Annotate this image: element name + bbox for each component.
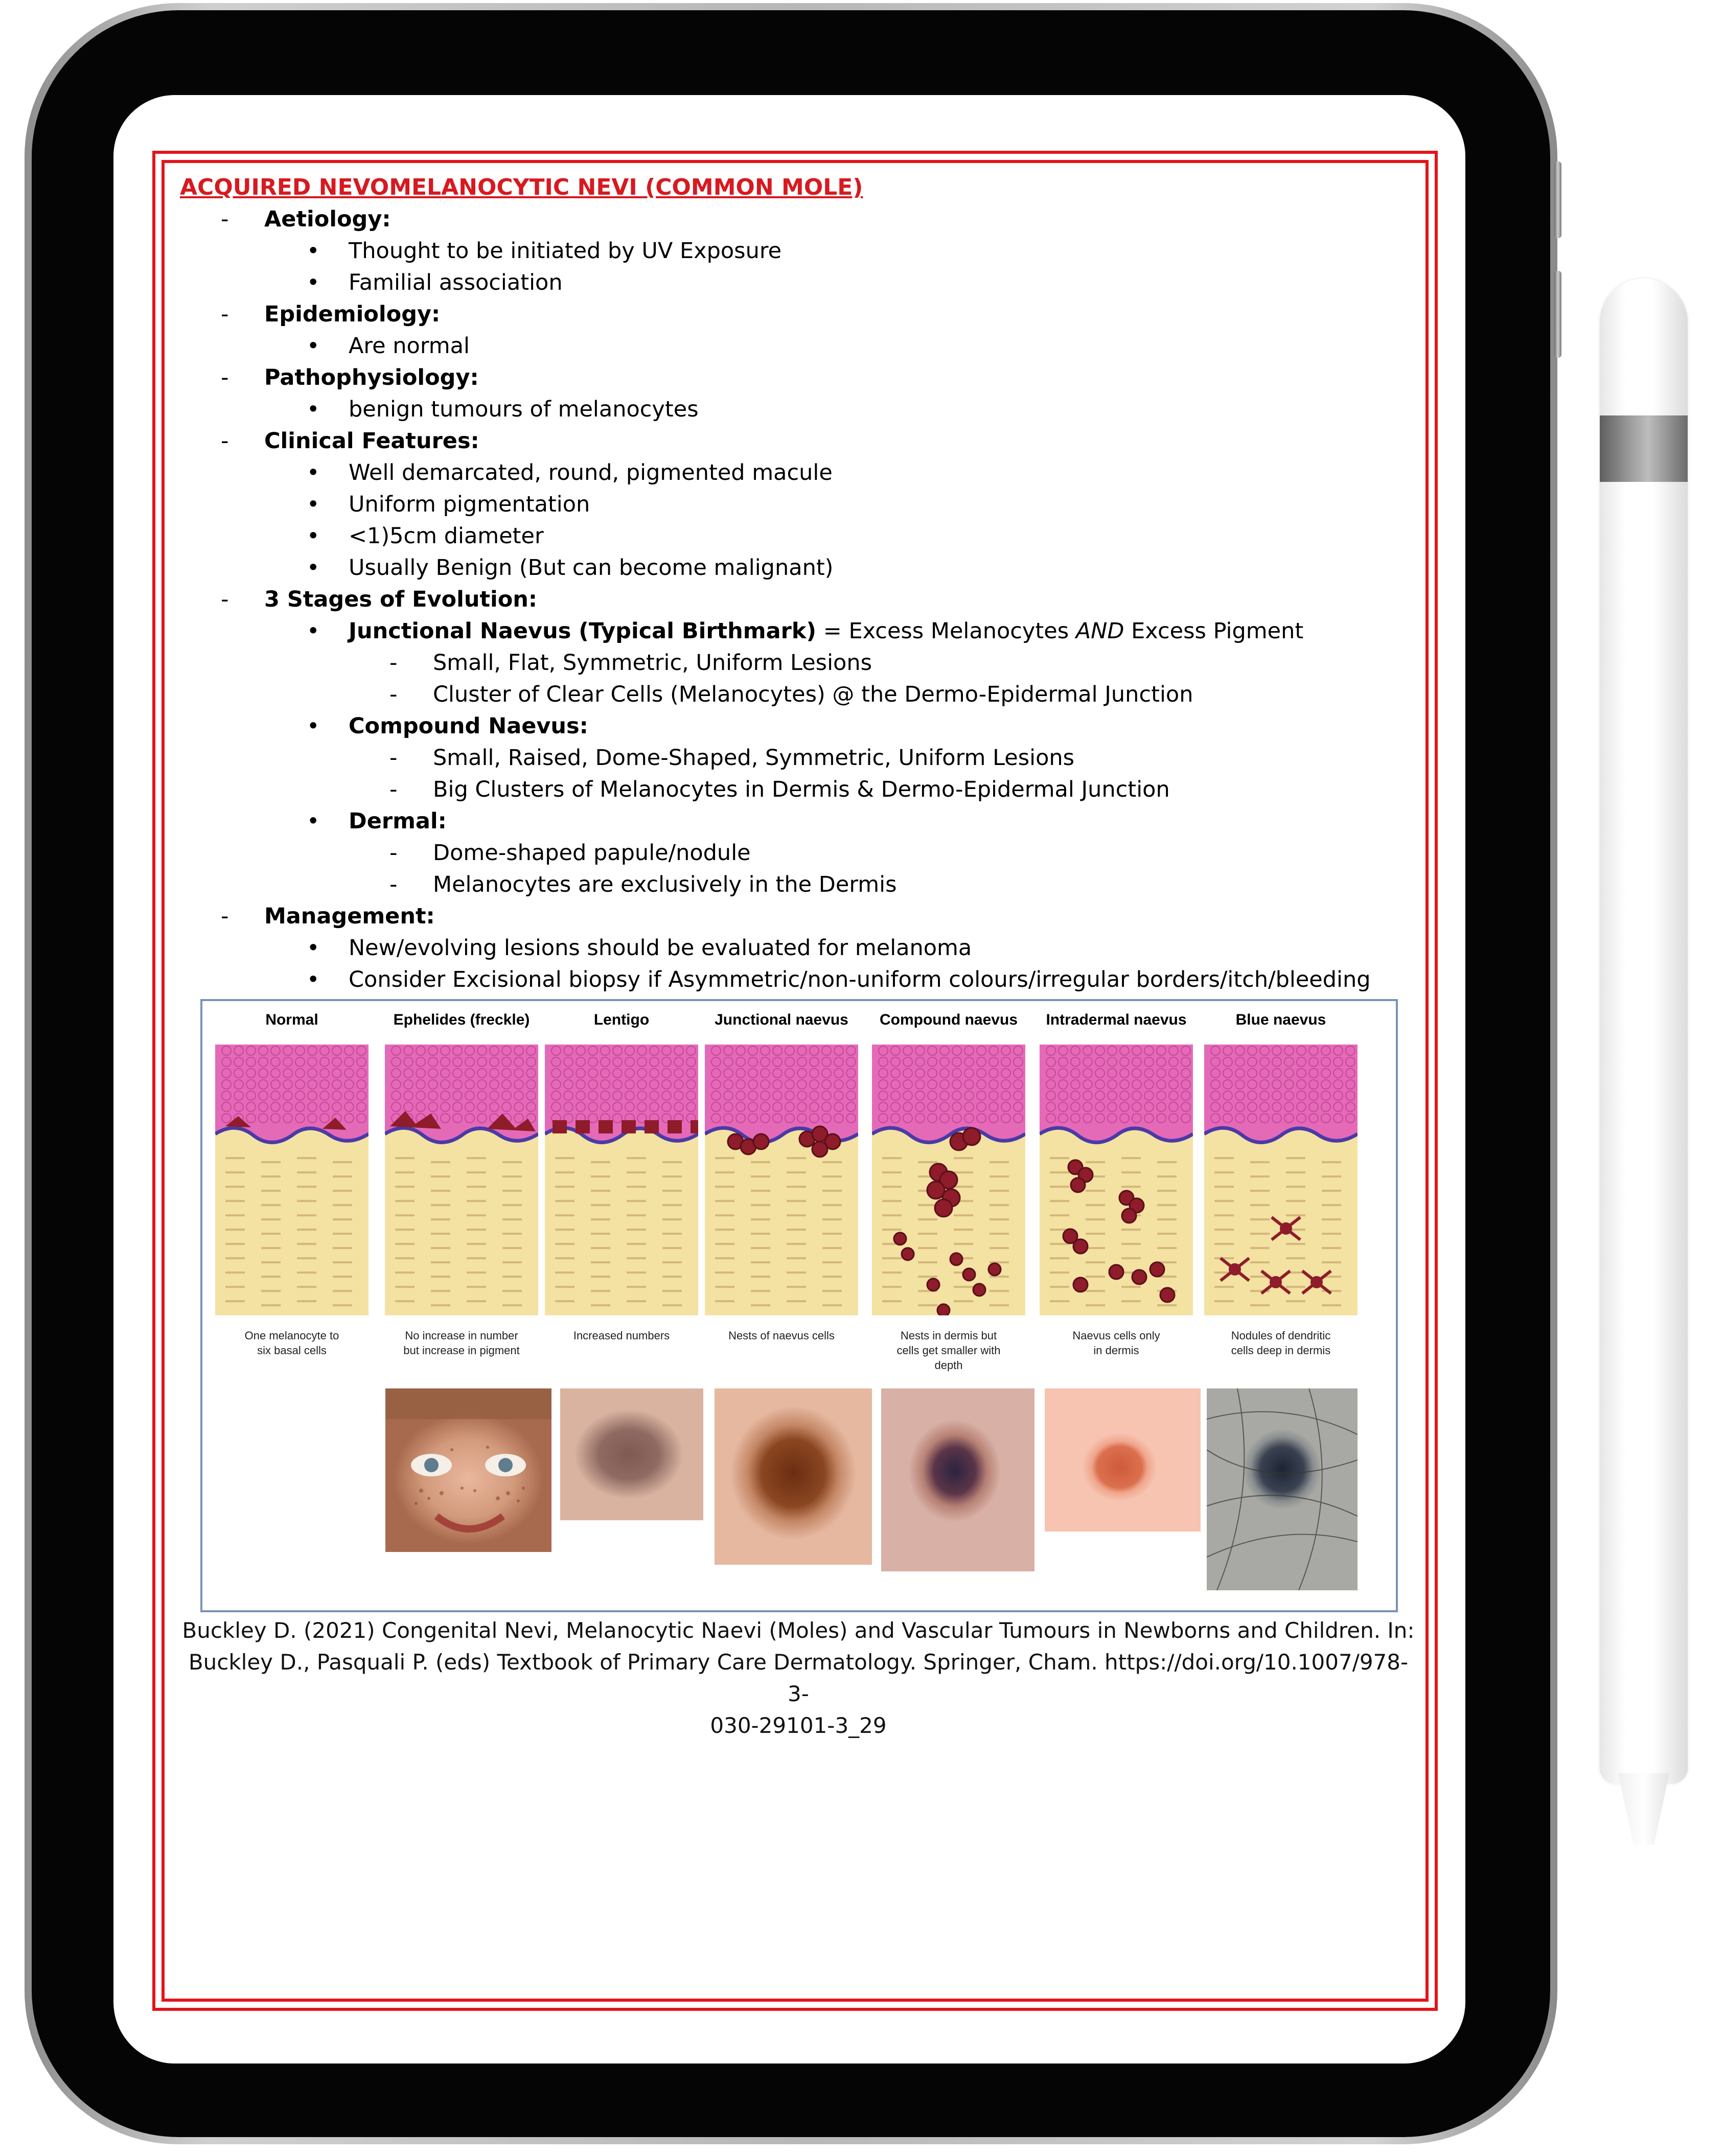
dash-marker: - [221, 206, 229, 232]
bullet-item: Uniform pigmentation [349, 492, 590, 517]
naevi-figure [200, 999, 1398, 1612]
photo-blue-naevus [1207, 1388, 1358, 1590]
figure-column-caption [210, 1328, 374, 1358]
hair-strands [1207, 1388, 1358, 1590]
stage-junctional [349, 616, 1303, 646]
figure-column-caption [867, 1328, 1030, 1373]
bullet-marker: • [307, 618, 320, 644]
caption-line: cells get smaller with [896, 1344, 1001, 1357]
dash-marker: - [221, 587, 229, 612]
stage-dermal-title: Dermal: [349, 808, 447, 834]
dash-marker: - [221, 903, 229, 929]
caption-line: six basal cells [257, 1344, 327, 1357]
section-heading-aetiology: Aetiology: [264, 206, 391, 232]
caption-line: Nodules of dendritic [1231, 1329, 1331, 1342]
caption-line: No increase in number [405, 1329, 518, 1342]
bullet-marker: • [307, 238, 320, 264]
section-heading-clinical-features: Clinical Features: [264, 428, 479, 454]
stylus-pencil [1600, 279, 1688, 1783]
caption-line: depth [934, 1359, 963, 1372]
bullet-marker: • [307, 460, 320, 485]
skin-section-diagram [1040, 1045, 1193, 1315]
photo-lentigo [560, 1388, 703, 1520]
bullet-item: Thought to be initiated by UV Exposure [349, 238, 782, 264]
bullet-item: Familial association [349, 270, 563, 295]
bullet-marker: • [307, 713, 320, 739]
dash-marker: - [221, 428, 229, 454]
figure-column-title: Blue naevus [1235, 1011, 1326, 1028]
figure-column-caption [1034, 1328, 1198, 1358]
figure-column-caption [380, 1328, 543, 1358]
skin-section-diagram [215, 1045, 369, 1315]
sub-item: Dome-shaped papule/nodule [433, 840, 751, 866]
figure-column-title: Normal [265, 1011, 318, 1028]
caption-line: cells deep in dermis [1231, 1344, 1331, 1357]
bullet-marker: • [307, 967, 320, 992]
figure-column-caption [540, 1328, 703, 1343]
stage-junctional-italic: AND [1075, 618, 1124, 644]
dash-marker: - [389, 840, 398, 866]
bullet-item: Are normal [349, 333, 470, 359]
skin-section-diagram [872, 1045, 1025, 1315]
volume-up-button [1554, 161, 1561, 238]
bullet-marker: • [307, 492, 320, 517]
dash-marker: - [389, 777, 398, 802]
doc-title-line [180, 173, 863, 202]
dash-marker: - [221, 365, 229, 390]
photo-junctional-naevus [715, 1388, 872, 1565]
bullet-marker: • [307, 523, 320, 549]
dash-marker: - [389, 745, 398, 771]
caption-line: Nests in dermis but [900, 1329, 997, 1342]
dash-marker: - [389, 682, 398, 707]
sub-item: Small, Raised, Dome-Shaped, Symmetric, Uniform Lesions [433, 745, 1075, 771]
bullet-item: <1)5cm diameter [349, 523, 544, 549]
stage-junctional-text-a: = Excess Melanocytes [816, 618, 1076, 644]
bullet-item: Consider Excisional biopsy if Asymmetric/non-uniform colours/irregular borders/itch/bleeding [349, 967, 1371, 992]
bullet-item: Well demarcated, round, pigmented macule [349, 460, 833, 485]
photo-compound-naevus [881, 1388, 1034, 1571]
bullet-marker: • [307, 333, 320, 359]
pencil-tip [1618, 1773, 1669, 1845]
skin-section-diagram [705, 1045, 858, 1315]
figure-column-caption [700, 1328, 863, 1343]
section-heading-management: Management: [264, 903, 435, 929]
caption-line: Naevus cells only [1072, 1329, 1160, 1342]
pencil-band [1600, 415, 1688, 482]
caption-line: Nests of naevus cells [728, 1329, 835, 1342]
bullet-item: benign tumours of melanocytes [349, 397, 699, 422]
bullet-item: Usually Benign (But can become malignant) [349, 555, 834, 581]
skin-section-diagram [545, 1045, 698, 1315]
caption-line: Increased numbers [573, 1329, 670, 1342]
photo-freckled-face [385, 1388, 551, 1552]
photo-intradermal-naevus [1045, 1388, 1201, 1532]
bullet-marker: • [307, 808, 320, 834]
bullet-item: New/evolving lesions should be evaluated for melanoma [349, 935, 972, 961]
bullet-marker: • [307, 555, 320, 581]
bullet-marker: • [307, 270, 320, 295]
section-heading-stages: 3 Stages of Evolution: [264, 587, 538, 612]
stage-compound-title: Compound Naevus: [349, 713, 588, 739]
stage-junctional-title: Junctional Naevus (Typical Birthmark) [349, 618, 817, 644]
citation-line-3: 030-29101-3_29 [710, 1713, 887, 1738]
figure-column-title: Compound naevus [879, 1011, 1018, 1028]
figure-column-title: Junctional naevus [715, 1011, 848, 1028]
sub-item: Big Clusters of Melanocytes in Dermis & Dermo-Epidermal Junction [433, 777, 1170, 802]
sub-item: Small, Flat, Symmetric, Uniform Lesions [433, 650, 872, 676]
caption-line: but increase in pigment [403, 1344, 520, 1357]
figure-column-title: Ephelides (freckle) [393, 1011, 530, 1028]
citation [180, 1615, 1417, 1742]
dash-marker: - [221, 302, 229, 327]
freckle-dots [385, 1388, 551, 1552]
sub-item: Cluster of Clear Cells (Melanocytes) @ the Dermo-Epidermal Junction [433, 682, 1193, 707]
document-title: ACQUIRED NEVOMELANOCYTIC NEVI (COMMON MOLE) [180, 174, 863, 200]
skin-section-diagram [385, 1045, 538, 1315]
figure-column-caption [1199, 1328, 1363, 1358]
sub-item: Melanocytes are exclusively in the Dermis [433, 872, 897, 897]
caption-line: One melanocyte to [244, 1329, 339, 1342]
figure-column-title: Lentigo [593, 1011, 650, 1028]
bullet-marker: • [307, 397, 320, 422]
stage-junctional-text-b: Excess Pigment [1124, 618, 1304, 644]
bullet-marker: • [307, 935, 320, 961]
section-heading-epidemiology: Epidemiology: [264, 302, 441, 327]
skin-section-diagram [1204, 1045, 1358, 1315]
dash-marker: - [389, 872, 398, 897]
citation-line-2: Buckley D., Pasquali P. (eds) Textbook of Primary Care Dermatology. Springer, Cham. https://doi.org/10.1007/978-3- [188, 1650, 1409, 1706]
section-heading-pathophysiology: Pathophysiology: [264, 365, 479, 390]
figure-column-title: Intradermal naevus [1046, 1011, 1187, 1028]
citation-line-1: Buckley D. (2021) Congenital Nevi, Melanocytic Naevi (Moles) and Vascular Tumours in Newborns and Children. In: [182, 1618, 1415, 1643]
caption-line: in dermis [1093, 1344, 1139, 1357]
volume-down-button [1554, 271, 1561, 358]
dash-marker: - [389, 650, 398, 676]
